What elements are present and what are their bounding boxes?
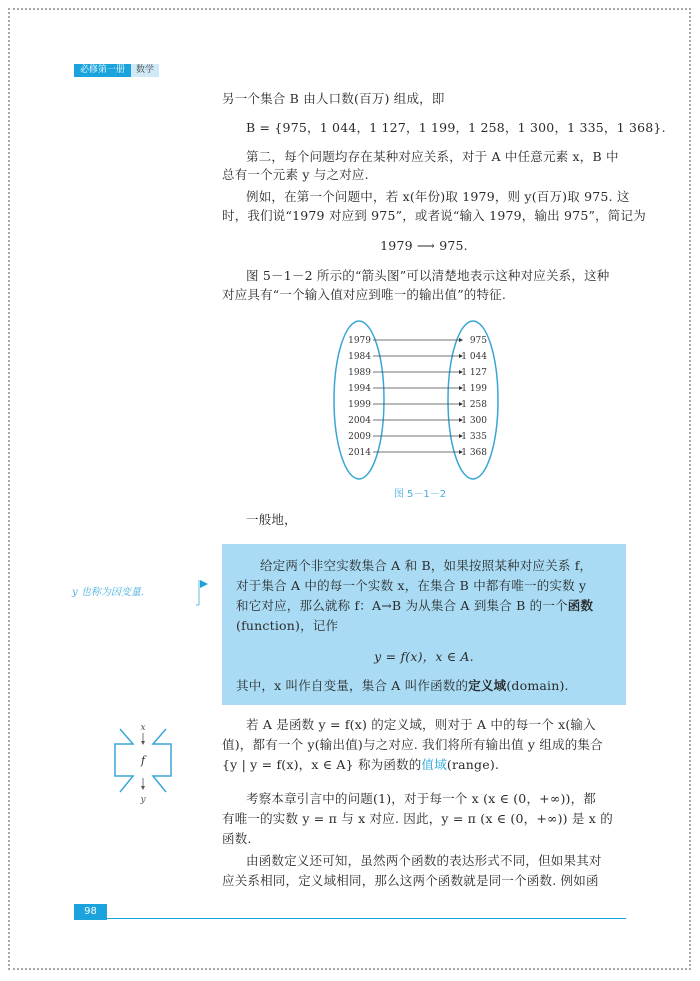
range-paragraph-l2: 值)，都有一个 y(输出值)与之对应. 我们将所有输出值 y 组成的集合 <box>222 737 603 752</box>
output-value: 1 127 <box>461 368 487 378</box>
definition-line-3-text: 和它对应，那么就称 f：A→B 为从集合 A 到集合 B 的一个 <box>236 598 568 613</box>
term-function: 函数 <box>567 598 594 613</box>
input-value: 1979 <box>348 336 371 346</box>
definition-line-1: 给定两个非空实数集合 A 和 B，如果按照某种对应关系 f， <box>260 558 593 573</box>
range-paragraph-l1: 若 A 是函数 y = f(x) 的定义域，则对于 A 中的每一个 x(输入 <box>246 717 596 732</box>
subject-tag: 数学 <box>131 64 159 77</box>
footer-rule <box>107 918 626 919</box>
figure-caption: 图 5－1－2 <box>393 489 447 500</box>
output-value: 1 335 <box>461 432 487 442</box>
function-machine-diagram <box>108 722 178 812</box>
range-set-notation: {y | y = f(x)，x ∈ A} 称为函数的 <box>222 757 422 772</box>
input-value: 1984 <box>348 352 371 362</box>
svg-text:y: y <box>140 795 146 805</box>
term-range: 值域 <box>421 757 447 772</box>
svg-text:f: f <box>140 754 146 767</box>
paragraph-correspondence-l1: 第二，每个问题均存在某种对应关系，对于 A 中任意元素 x，B 中 <box>246 149 619 164</box>
range-paragraph-l3 <box>222 756 499 774</box>
svg-text:x: x <box>140 723 146 733</box>
arrow-diagram <box>325 318 510 483</box>
paragraph-figure-ref-l2: 对应具有“一个输入值对应到唯一的输出值”的特征. <box>222 287 507 302</box>
definition-line-3 <box>236 597 593 615</box>
output-value: 1 258 <box>461 400 487 410</box>
output-value: 1 044 <box>461 352 487 362</box>
paragraph-set-b-intro: 另一个集合 B 由人口数(百万) 组成，即 <box>222 91 445 106</box>
range-paragraph-end: (range). <box>446 757 500 772</box>
paragraph-general: 一般地， <box>246 512 297 527</box>
input-value: 2004 <box>348 416 371 426</box>
volume-tag: 必修第一册 <box>74 64 131 77</box>
definition-line-5-text: 其中，x 叫作自变量，集合 A 叫作函数的 <box>236 678 469 693</box>
input-value: 2009 <box>348 432 371 442</box>
term-domain: 定义域 <box>468 678 507 693</box>
paragraph-example-l2: 时，我们说“1979 对应到 975”，或者说“输入 1979，输出 975”，简记为 <box>222 208 646 223</box>
paragraph-figure-ref-l1: 图 5－1－2 所示的“箭头图”可以清楚地表示这种对应关系，这种 <box>246 268 610 283</box>
consider-paragraph-l2: 有唯一的实数 y = π 与 x 对应. 因此，y = π (x ∈ (0，+∞)) 是 x 的 <box>222 811 613 826</box>
function-formula: y = f(x)，x ∈ A. <box>374 649 474 664</box>
output-value: 1 300 <box>461 416 487 426</box>
last-paragraph-l2: 应关系相同，定义域相同，那么这两个函数就是同一个函数. 例如函 <box>222 873 599 888</box>
output-value: 1 199 <box>461 384 487 394</box>
set-b-formula: B = {975，1 044，1 127，1 199，1 258，1 300，1 335，1 368}. <box>246 120 666 135</box>
input-value: 1994 <box>348 384 371 394</box>
flag-icon <box>196 579 210 607</box>
input-value: 1989 <box>348 368 371 378</box>
definition-line-5 <box>236 677 569 695</box>
paragraph-example-l1: 例如，在第一个问题中，若 x(年份)取 1979，则 y(百万)取 975. 这 <box>246 189 630 204</box>
definition-box <box>222 544 626 705</box>
definition-line-4: (function)，记作 <box>236 618 339 633</box>
definition-line-2: 对于集合 A 中的每一个实数 x，在集合 B 中都有唯一的实数 y <box>236 578 587 593</box>
consider-paragraph-l3: 函数. <box>222 831 252 846</box>
mapping-notation: 1979 ⟶ 975. <box>380 238 468 253</box>
input-value: 1999 <box>348 400 371 410</box>
running-header <box>74 64 159 77</box>
output-value: 975 <box>469 336 487 346</box>
input-value: 2014 <box>348 448 371 458</box>
definition-line-5-end: (domain). <box>506 678 569 693</box>
consider-paragraph-l1: 考察本章引言中的问题(1)，对于每一个 x (x ∈ (0，+∞))，都 <box>246 791 596 806</box>
paragraph-correspondence-l2: 总有一个元素 y 与之对应. <box>222 167 369 182</box>
output-value: 1 368 <box>461 448 487 458</box>
side-note: y 也称为因变量. <box>72 587 145 598</box>
last-paragraph-l1: 由函数定义还可知，虽然两个函数的表达形式不同，但如果其对 <box>246 853 602 868</box>
page-number: 98 <box>74 904 107 920</box>
